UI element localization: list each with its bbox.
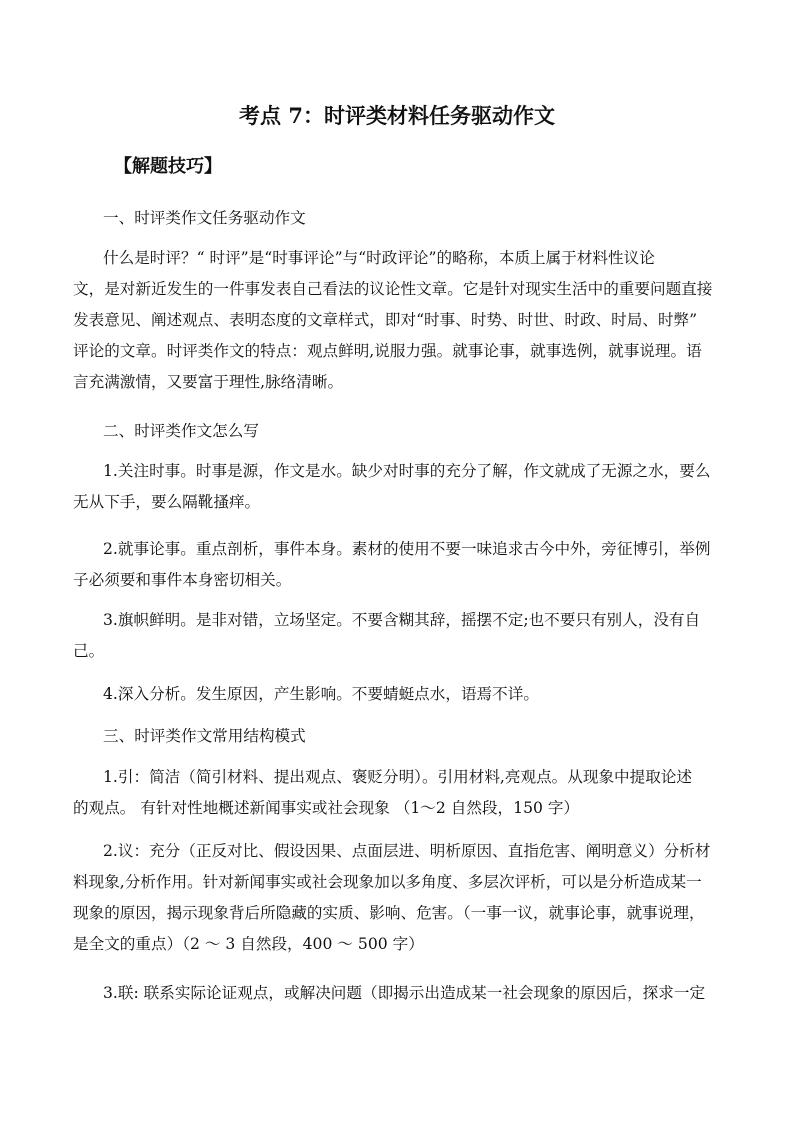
- text-line: 2.议：充分（正反对比、假设因果、点面层进、明析原因、直指危害、阐明意义）分析材: [103, 842, 711, 860]
- heading-three: [103, 721, 697, 752]
- text-line: 发表意见、阐述观点、表明态度的文章样式，即对“时事、时势、时世、时政、时局、时弊”: [73, 311, 698, 329]
- section-heading: 【解题技巧】: [114, 156, 222, 177]
- text-line: 无从下手，要么隔靴搔痒。: [73, 493, 261, 511]
- paragraph-point-1: [73, 456, 711, 518]
- text-line: 一、时评类作文任务驱动作文: [103, 209, 306, 227]
- text-line: 现象的原因，揭示现象背后所隐藏的实质、影响、危害。（一事一议，就事论事，就事说理，: [73, 904, 705, 922]
- text-line: 二、时评类作文怎么写: [103, 422, 259, 440]
- text-line: 文，是对新近发生的一件事发表自己看法的议论性文章。它是针对现实生活中的重要问题直接: [73, 280, 713, 298]
- paragraph-point-3: [73, 605, 701, 667]
- paragraph-what-is-commentary: [73, 243, 713, 398]
- text-line: 3.旗帜鲜明。是非对错，立场坚定。不要含糊其辞，摇摆不定;也不要只有别人，没有自: [103, 611, 701, 629]
- text-line: 料现象,分析作用。针对新闻事实或社会现象加以多角度、多层次评析，可以是分析造成某一: [73, 873, 702, 891]
- paragraph-point-2: [73, 534, 711, 596]
- text-line: 子必须要和事件本身密切相关。: [73, 571, 292, 589]
- paragraph-structure-3: [103, 978, 706, 1009]
- paragraph-structure-1: [73, 762, 697, 824]
- text-line: 己。: [73, 642, 105, 660]
- text-line: 1.引：简洁（简引材料、提出观点、褒贬分明）。引用材料,亮观点。从现象中提取论述: [103, 768, 693, 786]
- text-line: 是全文的重点）（2 ～ 3 自然段，400 ～ 500 字）: [73, 935, 424, 953]
- text-line: 评论的文章。时评类作文的特点：观点鲜明,说服力强。就事论事，就事选例，就事说理。语: [73, 342, 702, 360]
- text-line: 什么是时评？“ 时评”是“时事评论”与“时政评论”的略称，本质上属于材料性议论: [103, 249, 655, 267]
- text-line: 3.联: 联系实际论证观点，或解决问题（即揭示出造成某一社会现象的原因后，探求一定: [103, 984, 706, 1002]
- paragraph-structure-2: [73, 836, 711, 960]
- heading-one: [103, 203, 697, 234]
- heading-two: [103, 416, 697, 447]
- page-title: 考点 7：时评类材料任务驱动作文: [239, 103, 555, 128]
- text-line: 三、时评类作文常用结构模式: [103, 727, 306, 745]
- text-line: 2.就事论事。重点剖析，事件本身。素材的使用不要一味追求古今中外，旁征博引，举例: [103, 540, 711, 558]
- text-line: 的观点。 有针对性地概述新闻事实或社会现象 （1～2 自然段，150 字）: [73, 799, 580, 817]
- paragraph-point-4: [103, 679, 697, 710]
- text-line: 言充满激情，又要富于理性,脉络清晰。: [73, 373, 344, 391]
- text-line: 4.深入分析。发生原因，产生影响。不要蜻蜓点水，语焉不详。: [103, 685, 539, 703]
- text-line: 1.关注时事。时事是源，作文是水。缺少对时事的充分了解，作文就成了无源之水，要么: [103, 462, 711, 480]
